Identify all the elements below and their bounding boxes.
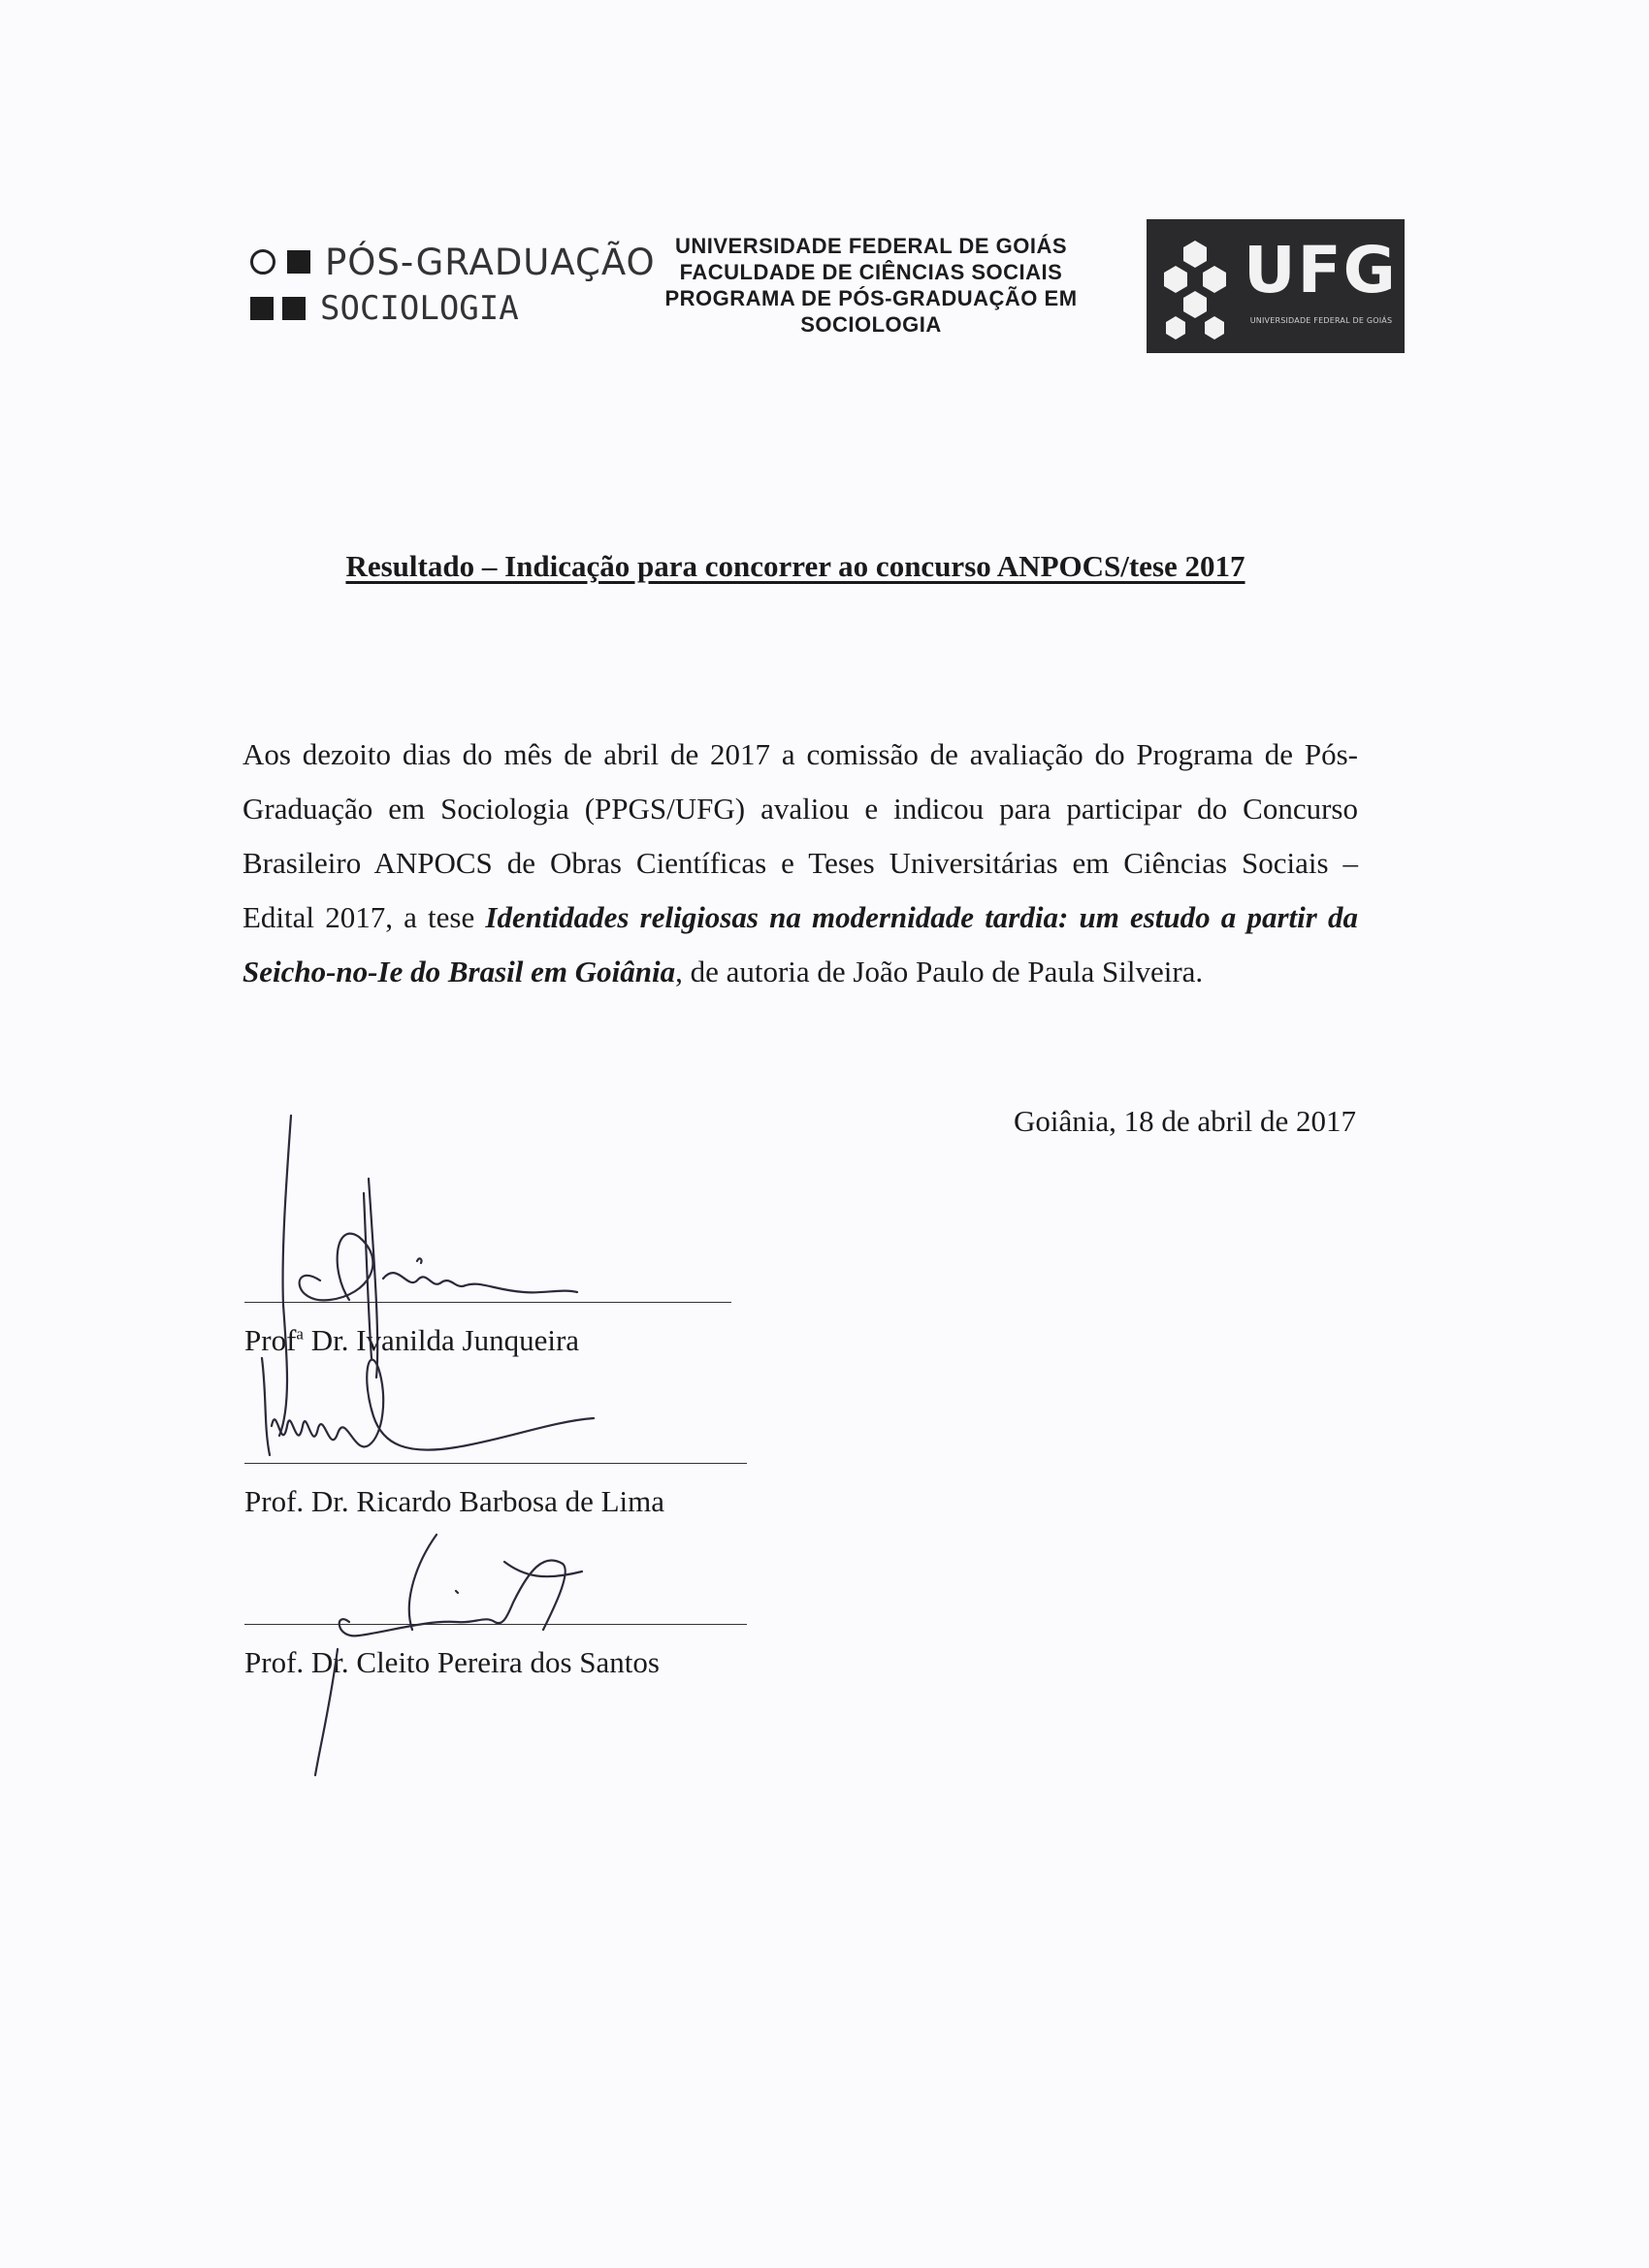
thesis-title: Identidades religiosas na modernidade tardia: um estudo a partir da Seicho-no-Ie do Brasil em Goiânia bbox=[242, 900, 1358, 988]
institution-line-4: SOCIOLOGIA bbox=[800, 312, 942, 337]
institution-line-2: FACULDADE DE CIÊNCIAS SOCIAIS bbox=[679, 260, 1063, 284]
ufg-acronym: UFG bbox=[1244, 233, 1398, 308]
signatory-2-name: Dr. Ricardo Barbosa de Lima bbox=[304, 1484, 665, 1518]
date-line: Goiânia, 18 de abril de 2017 bbox=[1014, 1104, 1356, 1138]
signatory-1-prefix: Prof bbox=[244, 1323, 297, 1357]
institution-line-1: UNIVERSIDADE FEDERAL DE GOIÁS bbox=[674, 234, 1068, 258]
signatory-3-prefix: Prof. bbox=[244, 1645, 305, 1679]
program-logo-line-2: SOCIOLOGIA bbox=[320, 289, 519, 328]
document-title: Resultado – Indicação para concorrer ao concurso ANPOCS/tese 2017 bbox=[345, 549, 1245, 583]
signature-1-scribble bbox=[279, 1116, 580, 1436]
signature-3-scribble bbox=[315, 1535, 582, 1775]
ufg-subtitle: UNIVERSIDADE FEDERAL DE GOIÁS bbox=[1249, 316, 1393, 325]
institution-line-3: PROGRAMA DE PÓS-GRADUAÇÃO EM bbox=[664, 286, 1078, 310]
signatory-1-name: Dr. Ivanilda Junqueira bbox=[303, 1323, 580, 1357]
body-text-after: , de autoria de João Paulo de Paula Silveira. bbox=[675, 955, 1204, 988]
signature-2-scribble bbox=[262, 1358, 594, 1455]
body-text-before: Aos dezoito dias do mês de abril de 2017 a comissão de avaliação do Programa de Pós-Graduação em Sociologia (PPGS/UFG) avaliou e indicou para participar do Concurso Brasileiro ANPOCS de Obras Científicas e Teses Universitárias em Ciências Sociais – Edital 2017, a tese bbox=[242, 737, 1358, 934]
signatory-3-name: Dr. Cleito Pereira dos Santos bbox=[304, 1645, 660, 1679]
signatory-2-prefix: Prof. bbox=[244, 1484, 305, 1518]
signatory-1-suffix: a bbox=[296, 1324, 304, 1344]
program-logo-line-1: PÓS-GRADUAÇÃO bbox=[325, 241, 656, 283]
